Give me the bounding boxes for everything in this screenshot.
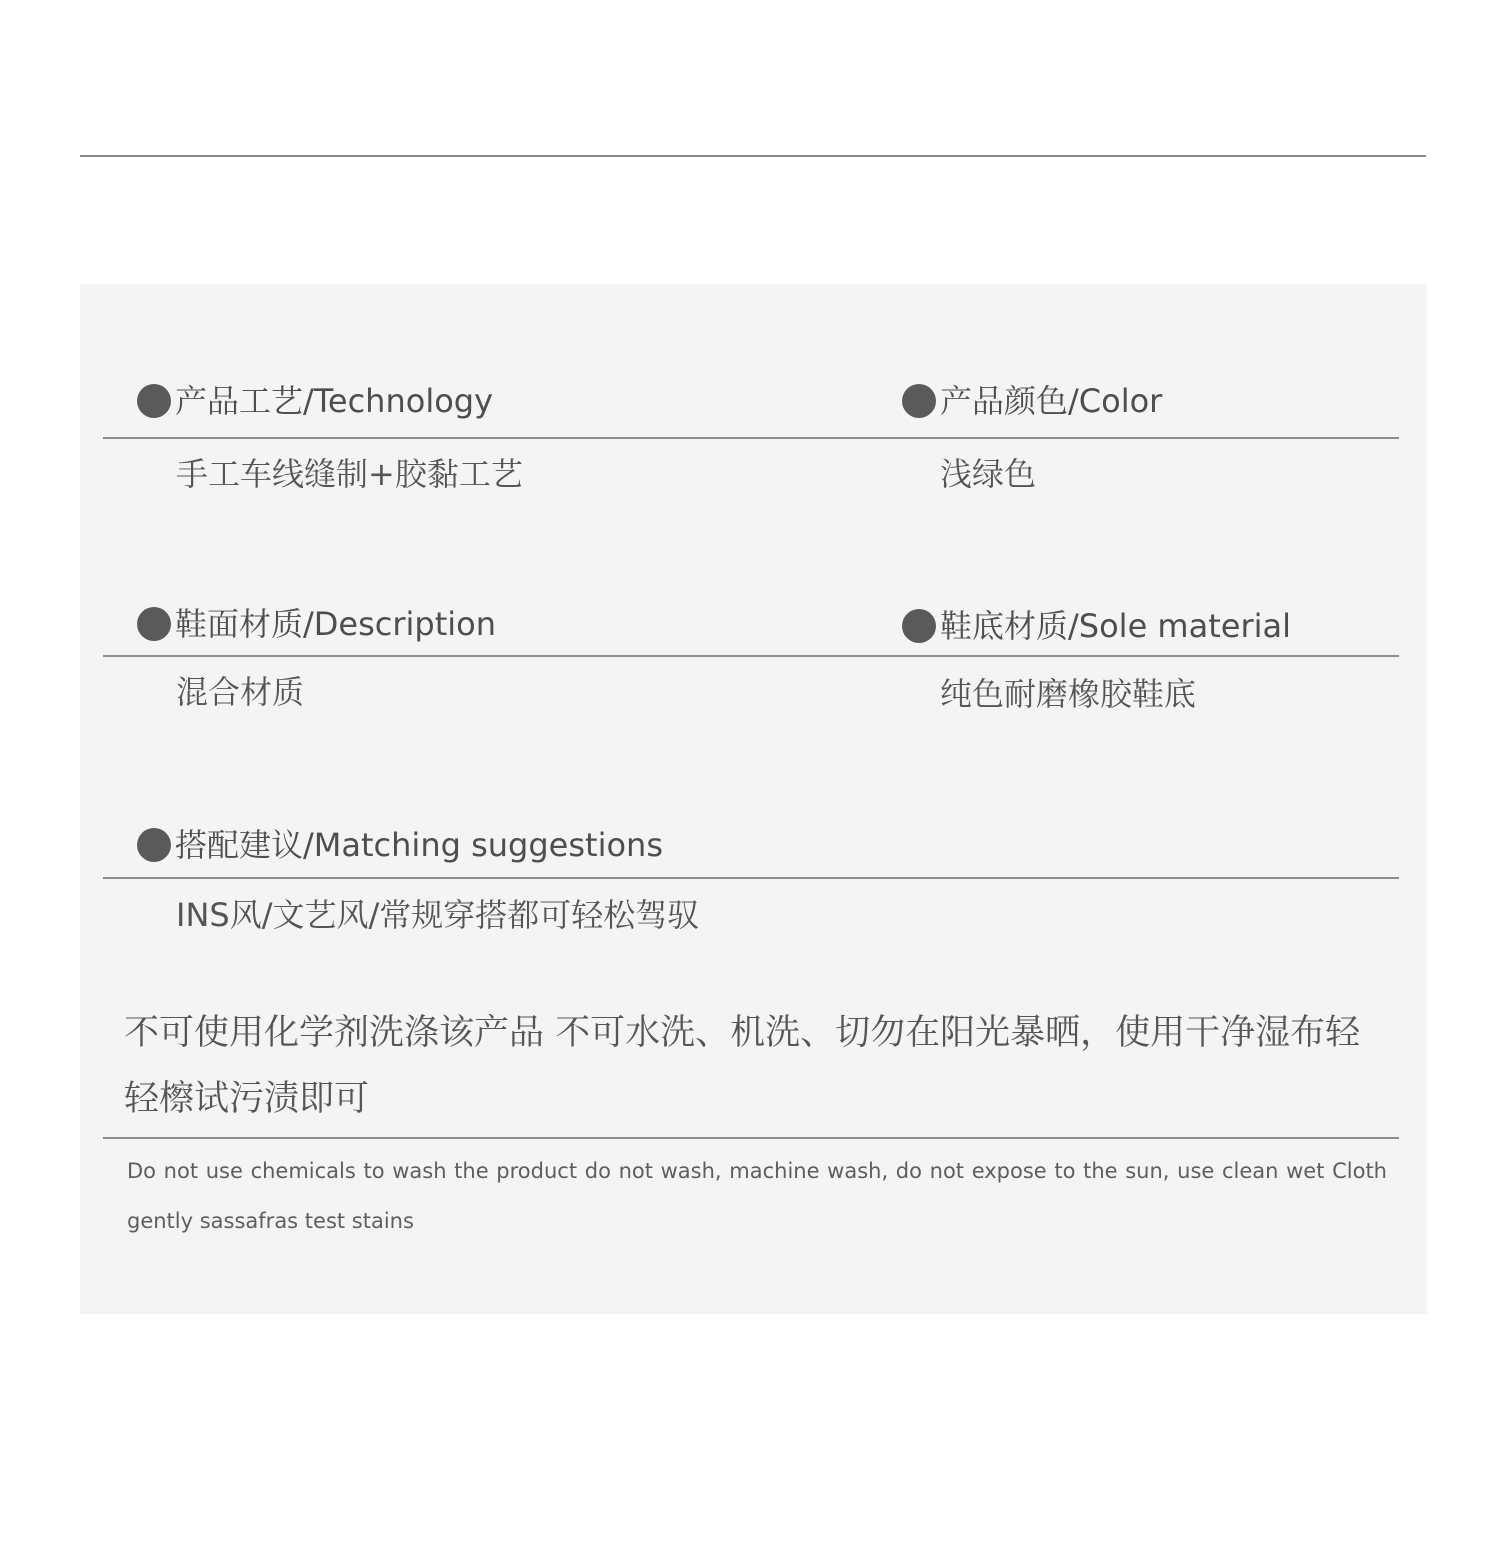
sole-material-heading (902, 606, 1291, 646)
matching-heading (137, 825, 663, 865)
color-value: 浅绿色 (940, 455, 1037, 493)
sole-material-label: 鞋底材质/Sole material (940, 607, 1291, 645)
product-info-panel (80, 284, 1427, 1314)
matching-label: 搭配建议/Matching suggestions (175, 826, 663, 864)
row1-divider (103, 437, 1399, 439)
top-divider (80, 155, 1426, 157)
row2-divider (103, 655, 1399, 657)
technology-heading (137, 381, 493, 421)
technology-value: 手工车线缝制+胶黏工艺 (176, 455, 523, 493)
bullet-icon (902, 384, 936, 418)
care-divider (103, 1137, 1399, 1139)
upper-material-heading (137, 604, 496, 644)
row3-divider (103, 877, 1399, 879)
care-instructions-en: Do not use chemicals to wash the product do not wash, machine wash, do not expose to the sun, use clean wet Cloth gently sassafras test stains (127, 1159, 1387, 1233)
color-label: 产品颜色/Color (940, 382, 1163, 420)
bullet-icon (137, 384, 171, 418)
matching-value: INS风/文艺风/常规穿搭都可轻松驾驭 (176, 896, 700, 934)
bullet-icon (137, 828, 171, 862)
upper-material-label: 鞋面材质/Description (175, 605, 497, 643)
color-heading (902, 381, 1162, 421)
care-instructions-cn: 不可使用化学剂洗涤该产品 不可水洗、机洗、切勿在阳光暴晒，使用干净湿布轻轻檫试污渍即可 (124, 1013, 1361, 1119)
sole-material-value: 纯色耐磨橡胶鞋底 (940, 675, 1197, 713)
upper-material-value: 混合材质 (176, 673, 305, 711)
bullet-icon (137, 607, 171, 641)
technology-label: 产品工艺/Technology (175, 382, 494, 420)
bullet-icon (902, 609, 936, 643)
